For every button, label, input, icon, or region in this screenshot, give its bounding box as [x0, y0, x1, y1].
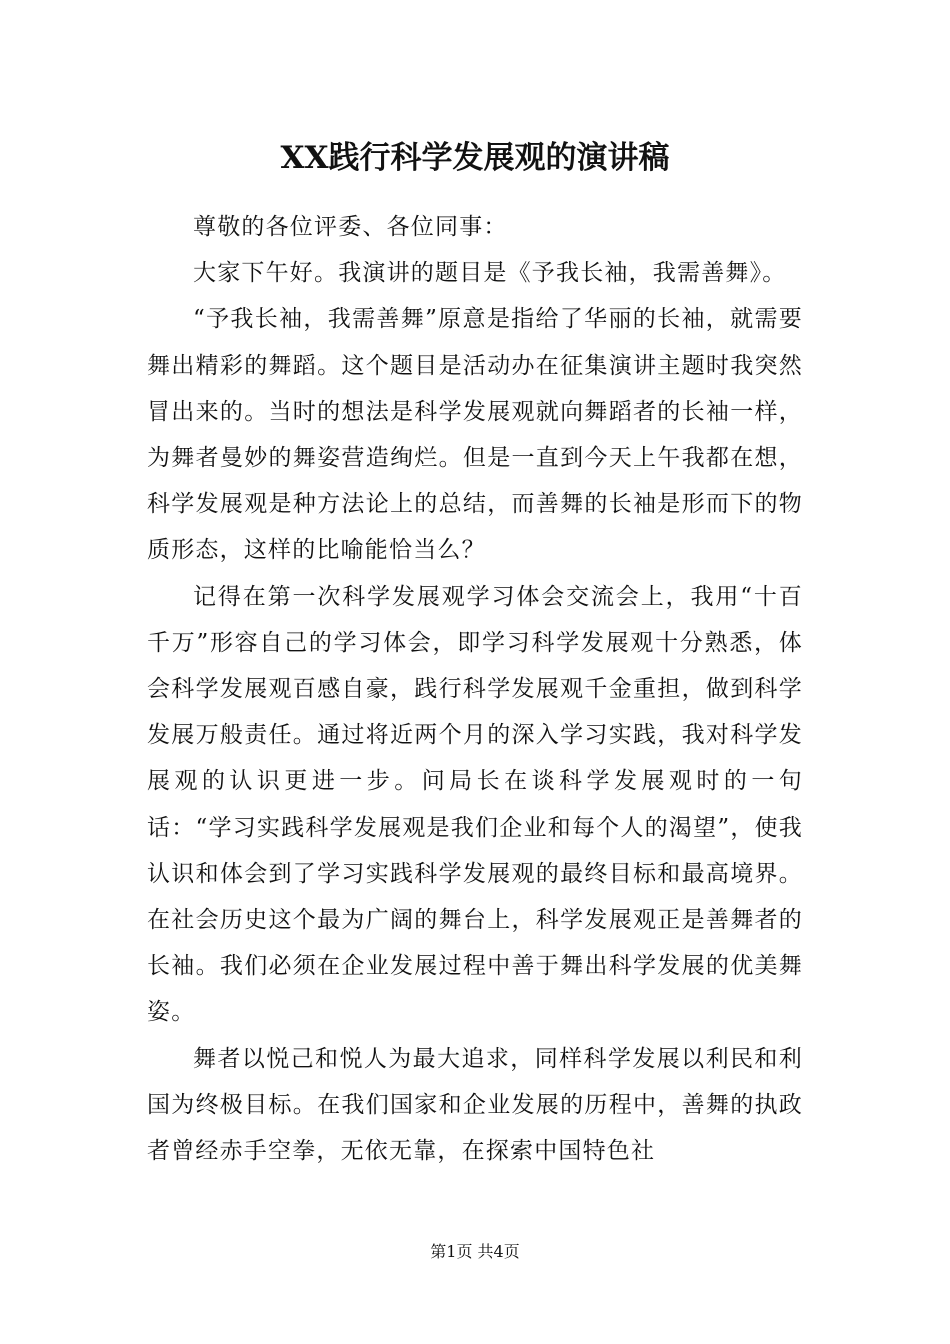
paragraph-greeting: 大家下午好。我演讲的题目是《予我长袖，我需善舞》。: [193, 260, 787, 287]
page-footer: 第1页 共4页: [430, 1242, 520, 1261]
paragraph-study-experience: 记得在第一次科学发展观学习体会交流会上，我用“十百千万”形容自己的学习体会，即学习科学发展观十分熟悉，体会科学发展观百感自豪，践行科学发展观千金重担，做到科学发展万般责任。通过将近两个月的深入学习实践，我对科学发展观的认识更进一步。问局长在谈科学发展观时的一句话：“学习实践科学发展观是我们企业和每个人的渴望”，使我认识和体会到了学习实践科学发展观的最终目标和最高境界。在社会历史这个最为广阔的舞台上，科学发展观正是善舞者的长袖。我们必须在企业发展过程中善于舞出科学发展的优美舞姿。: [147, 583, 803, 1026]
paragraph-salutation: 尊敬的各位评委、各位同事：: [193, 214, 508, 240]
paragraph-dancer-goal: 舞者以悦己和悦人为最大追求，同样科学发展以利民和利国为终极目标。在我们国家和企业发展的历程中，善舞的执政者曾经赤手空拳，无依无靠，在探索中国特色社: [147, 1045, 803, 1165]
document-body: [147, 204, 803, 1174]
paragraph-topic-meaning: “予我长袖，我需善舞”原意是指给了华丽的长袖，就需要舞出精彩的舞蹈。这个题目是活动办在征集演讲主题时我突然冒出来的。当时的想法是科学发展观就向舞蹈者的长袖一样，为舞者曼妙的舞姿营造绚烂。但是一直到今天上午我都在想，科学发展观是种方法论上的总结，而善舞的长袖是形而下的物质形态，这样的比喻能恰当么？: [147, 306, 803, 564]
document-title: XX践行科学发展观的演讲稿: [280, 140, 670, 176]
